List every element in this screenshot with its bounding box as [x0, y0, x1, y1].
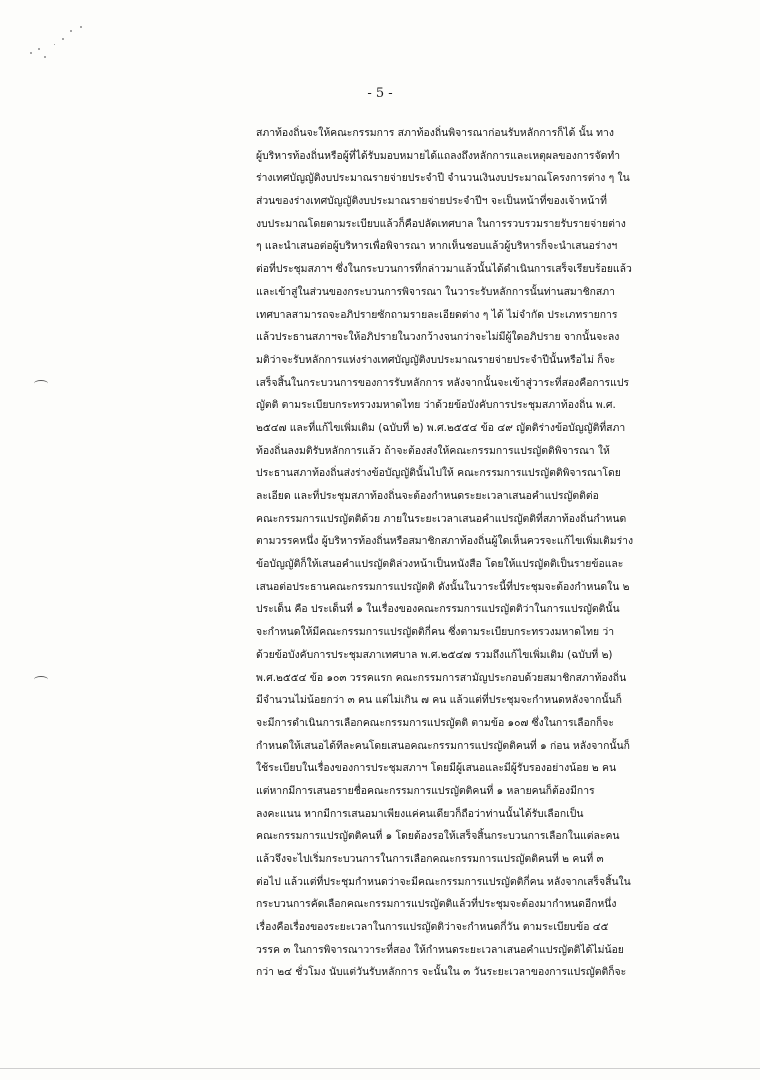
text-line: กำหนดให้เสนอได้ทีละคนโดยเสนอคณะกรรมการแปรญัตติคนที่ ๑ ก่อน หลังจากนั้นก็	[256, 739, 630, 752]
text-line: ๆ และนำเสนอต่อผู้บริหารเพื่อพิจารณา หากเห็นชอบแล้วผู้บริหารก็จะนำเสนอร่างฯ	[256, 240, 618, 253]
scan-speck	[38, 48, 40, 50]
body-paragraph	[256, 122, 698, 984]
text-line: จะมีการดำเนินการเลือกคณะกรรมการแปรญัตติ ตามข้อ ๑๐๗ ซึ่งในการเลือกก็จะ	[256, 716, 614, 729]
scan-speck	[54, 44, 55, 45]
page-bottom-edge	[0, 1068, 760, 1069]
text-line: งบประมาณโดยตามระเบียบแล้วก็คือปลัดเทศบาล ในการรวบรวมรายรับรายจ่ายต่าง	[256, 217, 626, 230]
page-number: - 5 -	[367, 86, 393, 101]
text-line: เรื่องคือเรื่องของระยะเวลาในการแปรญัตติว่าจะกำหนดกี่วัน ตามระเบียบข้อ ๔๕	[256, 921, 609, 934]
text-line: เทศบาลสามารถจะอภิปรายซักถามรายละเอียดต่าง ๆ ได้ ไม่จำกัด ประเภทรายการ	[256, 308, 618, 321]
scan-speck	[80, 26, 82, 28]
text-line: กว่า ๒๔ ชั่วโมง นับแต่วันรับหลักการ จะนั้นใน ๓ วันระยะเวลาของการแปรญัตติก็จะ	[256, 966, 627, 979]
text-line: ต่อที่ประชุมสภาฯ ซึ่งในกระบวนการที่กล่าวมาแล้วนั้นได้ดำเนินการเสร็จเรียบร้อยแล้ว	[256, 263, 632, 276]
text-line: พ.ศ.๒๕๕๔ ข้อ ๑๐๓ วรรคแรก คณะกรรมการสามัญประกอบด้วยสมาชิกสภาท้องถิ่น	[256, 671, 627, 684]
text-line: ประธานสภาท้องถิ่นส่งร่างข้อบัญญัตินั้นไปให้ คณะกรรมการแปรญัตติพิจารณาโดย	[256, 467, 621, 480]
text-line: ลงคะแนน หากมีการเสนอมาเพียงแค่คนเดียวก็ถือว่าท่านนั้นได้รับเลือกเป็น	[256, 807, 584, 820]
text-line: ส่วนของร่างเทศบัญญัติงบประมาณรายจ่ายประจำปีฯ จะเป็นหน้าที่ของเจ้าหน้าที่	[256, 195, 607, 208]
text-line: เสนอต่อประธานคณะกรรมการแปรญัตติ ดังนั้นในวาระนี้ที่ประชุมจะต้องกำหนดใน ๒	[256, 580, 630, 593]
text-line: แล้วจึงจะไปเริ่มกระบวนการในการเลือกคณะกรรมการแปรญัตติคนที่ ๒ คนที่ ๓	[256, 853, 604, 865]
text-line: สภาท้องถิ่นจะให้คณะกรรมการ สภาท้องถิ่นพิจารณาก่อนรับหลักการก็ได้ นั้น ทาง	[256, 127, 614, 139]
text-line: แต่หากมีการเสนอรายชื่อคณะกรรมการแปรญัตติคนที่ ๑ หลายคนก็ต้องมีการ	[256, 784, 595, 797]
text-line: เสร็จสิ้นในกระบวนการของการรับหลักการ หลังจากนั้นจะเข้าสู่วาระที่สองคือการแปร	[256, 376, 630, 389]
text-line: ร่างเทศบัญญัติงบประมาณรายจ่ายประจำปี จำนวนเงินงบประมาณโครงการต่าง ๆ ใน	[256, 172, 630, 185]
binder-hole-mark	[34, 676, 48, 683]
text-line: แล้วประธานสภาฯจะให้อภิปรายในวงกว้างจนกว่าจะไม่มีผู้ใดอภิปราย จากนั้นจะลง	[256, 331, 620, 344]
scan-speck	[30, 52, 32, 54]
text-line: และเข้าสู่ในส่วนของกระบวนการพิจารณา ในวาระรับหลักการนั้นท่านสมาชิกสภา	[256, 285, 615, 298]
text-line: ด้วยข้อบังคับการประชุมสภาเทศบาล พ.ศ.๒๕๔๗ รวมถึงแก้ไขเพิ่มเติม (ฉบับที่ ๒)	[256, 648, 613, 661]
scan-speck	[70, 30, 72, 32]
text-line: ต่อไป แล้วแต่ที่ประชุมกำหนดว่าจะมีคณะกรรมการแปรญัตติกี่คน หลังจากเสร็จสิ้นใน	[256, 875, 631, 888]
text-line: คณะกรรมการแปรญัตติด้วย ภายในระยะเวลาเสนอคำแปรญัตติที่สภาท้องถิ่นกำหนด	[256, 512, 627, 525]
text-line: ๒๕๔๗ และที่แก้ไขเพิ่มเติม (ฉบับที่ ๒) พ.ศ.๒๕๕๔ ข้อ ๔๙ ญัตติร่างข้อบัญญัติที่สภา	[256, 421, 626, 434]
text-line: ท้องถิ่นลงมติรับหลักการแล้ว ถ้าจะต้องส่งให้คณะกรรมการแปรญัตติพิจารณา ให้	[256, 444, 610, 457]
scan-speck	[44, 56, 46, 58]
text-line: คณะกรรมการแปรญัตติคนที่ ๑ โดยต้องรอให้เสร็จสิ้นกระบวนการเลือกในแต่ละคน	[256, 830, 620, 843]
text-line: ข้อบัญญัติก็ให้เสนอคำแปรญัตติล่วงหน้าเป็นหนังสือ โดยให้แปรญัตติเป็นรายข้อและ	[256, 558, 624, 571]
text-line: ละเอียด และที่ประชุมสภาท้องถิ่นจะต้องกำหนดระยะเวลาเสนอคำแปรญัตติต่อ	[256, 490, 599, 502]
text-line: วรรค ๓ ในการพิจารณาวาระที่สอง ให้กำหนดระยะเวลาเสนอคำแปรญัตติได้ไม่น้อย	[256, 943, 624, 956]
text-line: ผู้บริหารท้องถิ่นหรือผู้ที่ได้รับมอบหมายได้แถลงถึงหลักการและเหตุผลของการจัดทำ	[256, 149, 621, 162]
binder-hole-mark	[34, 380, 48, 387]
text-line: ประเด็น คือ ประเด็นที่ ๑ ในเรื่องของคณะกรรมการแปรญัตติว่าในการแปรญัตตินั้น	[256, 603, 620, 616]
text-line: ใช้ระเบียบในเรื่องของการประชุมสภาฯ โดยมีผู้เสนอและมีผู้รับรองอย่างน้อย ๒ คน	[256, 762, 617, 775]
text-line: มีจำนวนไม่น้อยกว่า ๓ คน แต่ไม่เกิน ๗ คน แล้วแต่ที่ประชุมจะกำหนดหลังจากนั้นก็	[256, 694, 622, 707]
text-line: มติว่าจะรับหลักการแห่งร่างเทศบัญญัติงบประมาณรายจ่ายประจำปีนั้นหรือไม่ ก็จะ	[256, 353, 616, 366]
text-line: กระบวนการคัดเลือกคณะกรรมการแปรญัตติแล้วที่ประชุมจะต้องมากำหนดอีกหนึ่ง	[256, 898, 617, 911]
text-line: ตามวรรคหนึ่ง ผู้บริหารท้องถิ่นหรือสมาชิกสภาท้องถิ่นผู้ใดเห็นควรจะแก้ไขเพิ่มเติมร่าง	[256, 535, 634, 548]
text-line: จะกำหนดให้มีคณะกรรมการแปรญัตติกี่คน ซึ่งตามระเบียบกระทรวงมหาดไทย ว่า	[256, 626, 615, 639]
scan-speck	[62, 38, 64, 40]
text-line: ญัตติ ตามระเบียบกระทรวงมหาดไทย ว่าด้วยข้อบังคับการประชุมสภาท้องถิ่น พ.ศ.	[256, 399, 616, 412]
